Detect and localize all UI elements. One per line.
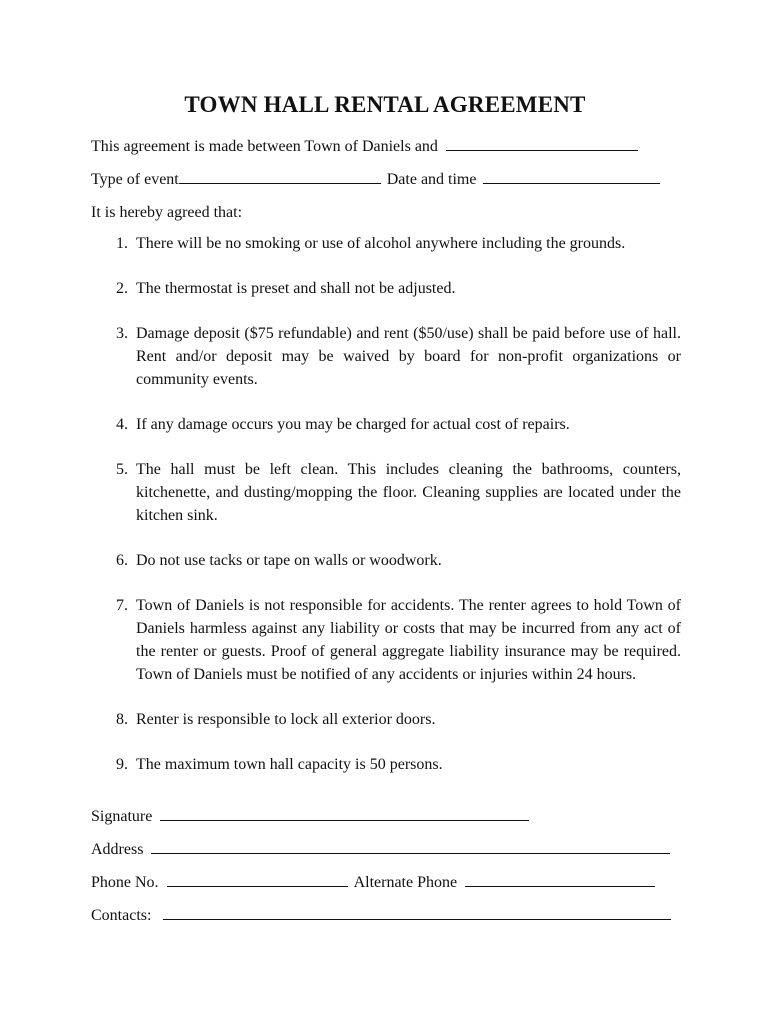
list-item <box>91 594 681 686</box>
item-text: The thermostat is preset and shall not be adjusted. <box>136 280 456 297</box>
agreed-line: It is hereby agreed that: <box>91 204 243 221</box>
item-text: The hall must be left clean. This includes cleaning the bathrooms, counters, kitchenette, and dusting/mopping the floor. Cleaning supplies are located under the kitchen sink. <box>136 461 681 524</box>
address-field[interactable] <box>151 839 670 854</box>
event-type-label: Type of event <box>91 171 179 188</box>
item-number: 6. <box>116 552 128 569</box>
phone-field[interactable] <box>167 872 348 887</box>
signature-label: Signature <box>91 808 153 825</box>
contacts-field[interactable] <box>163 905 671 920</box>
terms-list <box>91 232 681 776</box>
item-text: Do not use tacks or tape on walls or woodwork. <box>136 552 442 569</box>
list-item <box>91 708 681 731</box>
alternate-phone-field[interactable] <box>465 872 655 887</box>
phone-label: Phone No. <box>91 874 159 891</box>
signature-field[interactable] <box>160 806 529 821</box>
list-item <box>91 277 681 300</box>
item-number: 5. <box>116 461 128 478</box>
list-item <box>91 232 681 255</box>
signature-line <box>91 805 529 828</box>
document-title: TOWN HALL RENTAL AGREEMENT <box>184 92 586 117</box>
list-item <box>91 549 681 572</box>
item-number: 7. <box>116 597 128 614</box>
list-item <box>91 753 681 776</box>
contacts-line <box>91 904 671 927</box>
item-text: Renter is responsible to lock all exterior doors. <box>136 711 436 728</box>
address-label: Address <box>91 841 144 858</box>
list-item <box>91 413 681 436</box>
item-number: 2. <box>116 280 128 297</box>
alternate-phone-label: Alternate Phone <box>353 874 458 891</box>
list-item <box>91 458 681 527</box>
item-number: 1. <box>116 235 128 252</box>
item-number: 8. <box>116 711 128 728</box>
address-line <box>91 838 670 861</box>
phone-line <box>91 871 655 894</box>
item-text: Damage deposit ($75 refundable) and rent ($50/use) shall be paid before use of hall. Rent and/or deposit may be waived by board for non-profit organizations or community events. <box>136 325 681 388</box>
item-text: If any damage occurs you may be charged for actual cost of repairs. <box>136 416 570 433</box>
date-time-field[interactable] <box>483 169 660 184</box>
event-line <box>91 168 660 191</box>
item-text: Town of Daniels is not responsible for accidents. The renter agrees to hold Town of Daniels harmless against any liability or costs that may be incurred from any act of the renter or guests. Proof of general aggregate liability insurance may be required. Town of Daniels must be notified of any accidents or injuries within 24 hours. <box>136 597 681 683</box>
date-time-label: Date and time <box>386 171 477 188</box>
intro-line <box>91 135 638 158</box>
item-text: The maximum town hall capacity is 50 persons. <box>136 756 443 773</box>
renter-name-field[interactable] <box>446 136 638 151</box>
item-number: 4. <box>116 416 128 433</box>
item-number: 3. <box>116 325 128 342</box>
list-item <box>91 322 681 391</box>
item-text: There will be no smoking or use of alcohol anywhere including the grounds. <box>136 235 626 252</box>
item-number: 9. <box>116 756 128 773</box>
intro-text: This agreement is made between Town of Daniels and <box>91 138 438 155</box>
contacts-label: Contacts: <box>91 907 152 924</box>
event-type-field[interactable] <box>179 169 381 184</box>
